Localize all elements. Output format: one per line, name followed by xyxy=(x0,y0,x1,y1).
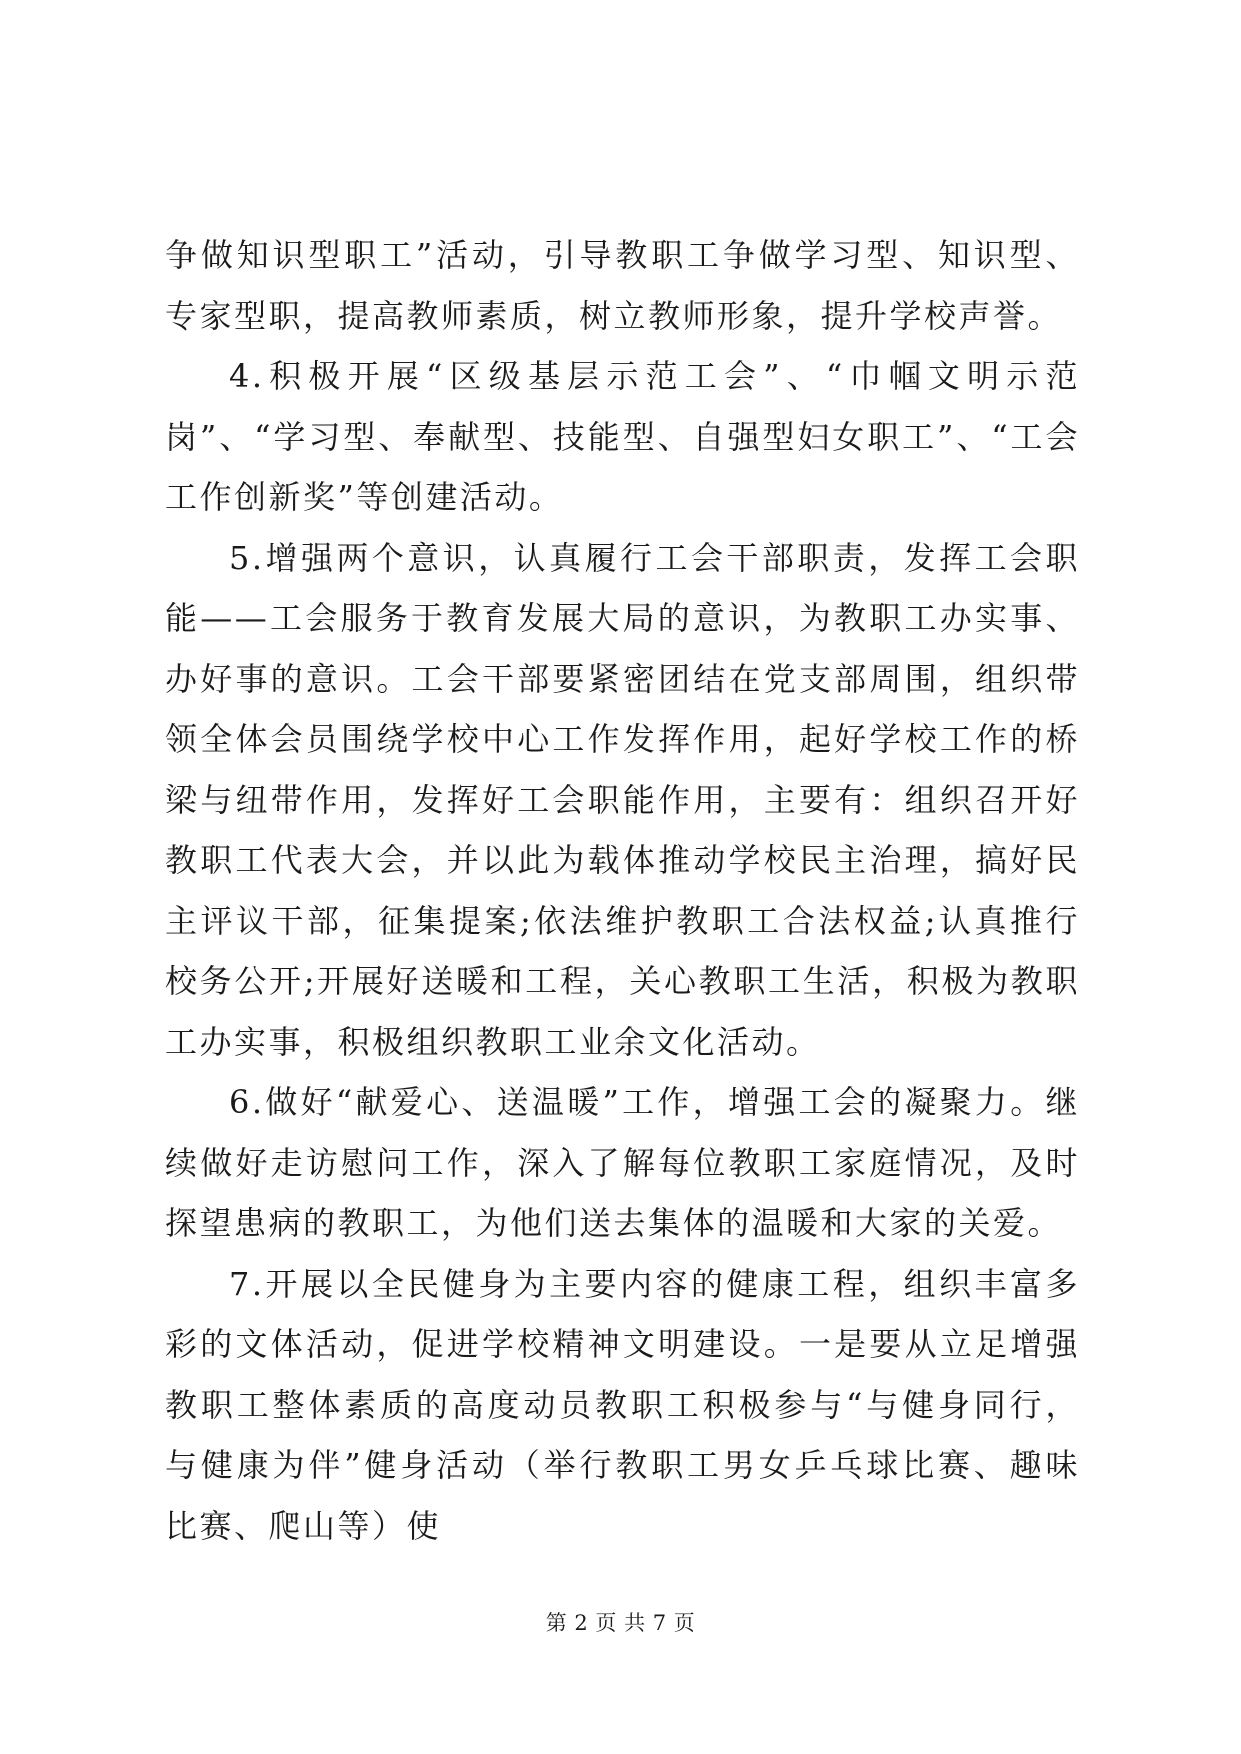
paragraph-continuation: 争做知识型职工”活动，引导教职工争做学习型、知识型、专家型职，提高教师素质，树立教师形象，提升学校声誉。 xyxy=(165,236,1080,335)
paragraph-item-6: 6.做好“献爱心、送温暖”工作，增强工会的凝聚力。继续做好走访慰问工作，深入了解每位教职工家庭情况，及时探望患病的教职工，为他们送去集体的温暖和大家的关爱。 xyxy=(165,1083,1080,1242)
page-number-footer: 第 2 页 共 7 页 xyxy=(545,1611,696,1635)
paragraph-item-7: 7.开展以全民健身为主要内容的健康工程，组织丰富多彩的文体活动，促进学校精神文明建设。一是要从立足增强教职工整体素质的高度动员教职工积极参与“与健身同行，与健康为伴”健身活动（举行教职工男女乒乓球比赛、趣味比赛、爬山等）使 xyxy=(165,1264,1080,1545)
paragraph-item-5: 5.增强两个意识，认真履行工会干部职责，发挥工会职能——工会服务于教育发展大局的意识，为教职工办实事、办好事的意识。工会干部要紧密团结在党支部周围，组织带领全体会员围绕学校中心工作发挥作用，起好学校工作的桥梁与纽带作用，发挥好工会职能作用，主要有：组织召开好教职工代表大会，并以此为载体推动学校民主治理，搞好民主评议干部，征集提案;依法维护教职工合法权益;认真推行校务公开;开展好送暖和工程，关心教职工生活，积极为教职工办实事，积极组织教职工业余文化活动。 xyxy=(165,538,1080,1061)
body-text xyxy=(165,225,1080,1556)
paragraph-item-4: 4.积极开展“区级基层示范工会”、“巾帼文明示范岗”、“学习型、奉献型、技能型、自强型妇女职工”、“工会工作创新奖”等创建活动。 xyxy=(165,357,1080,516)
